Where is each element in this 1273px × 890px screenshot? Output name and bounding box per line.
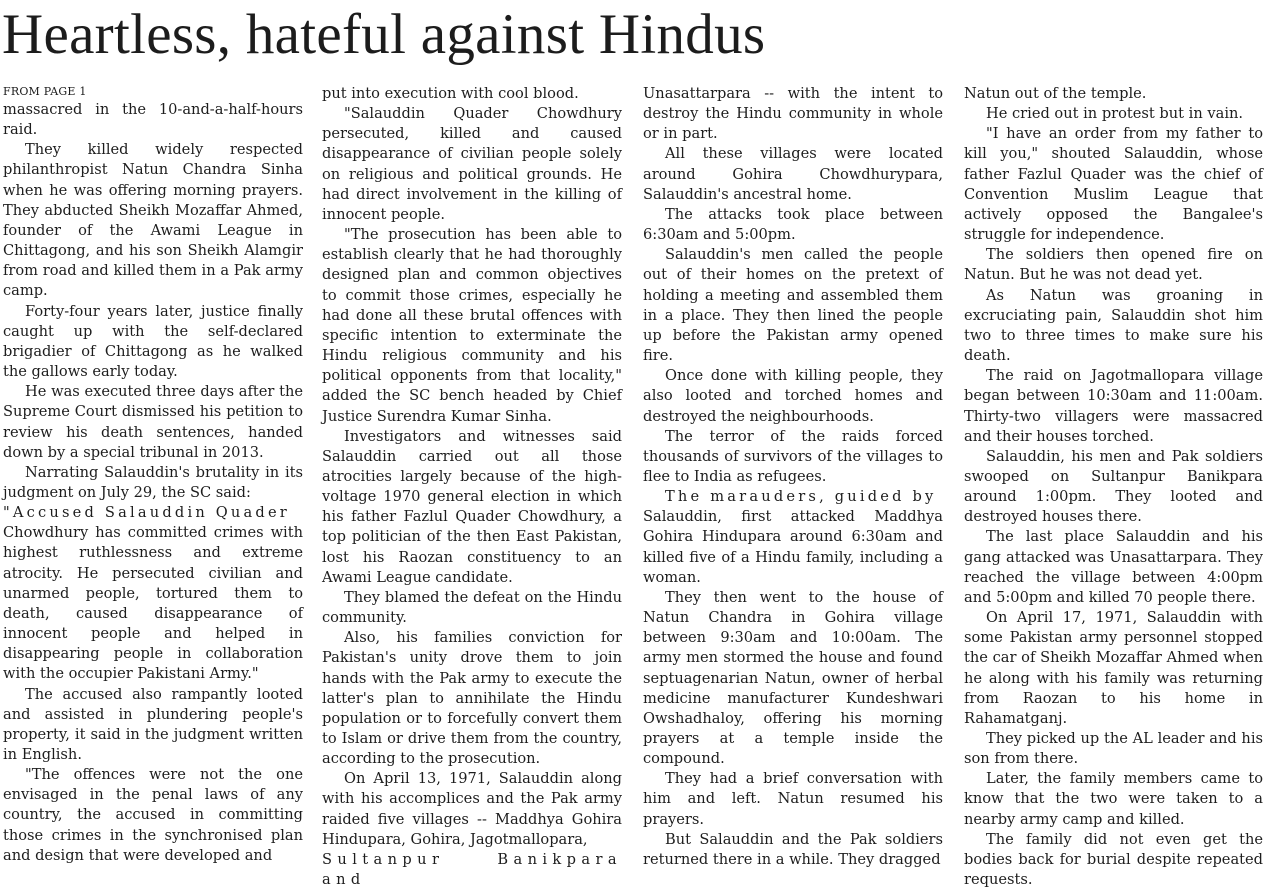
paragraph: But Salauddin and the Pak soldiers returned there in a while. They dragged	[643, 830, 943, 868]
paragraph: Investigators and witnesses said Salauddin carried out all those atrocities largely because of the high-voltage 1970 general election in which his father Fazlul Quader Chowdhury, a top politician of the then East Pakistan, lost his Raozan constituency to an Awami League candidate.	[322, 427, 622, 586]
paragraph: massacred in the 10-and-a-half-hours raid.	[3, 101, 303, 139]
paragraph: Once done with killing people, they also looted and torched homes and destroyed the neighbourhoods.	[643, 367, 943, 425]
paragraph: The family did not even get the bodies back for burial despite repeated requests.	[964, 830, 1263, 889]
paragraph: Chowdhury has committed crimes with highest ruthlessness and extreme atrocity. He persecuted civilian and unarmed people, tortured them to death, caused disappearance of innocent people and helped in disappearing people in collaboration with the occupier Pakistani Army."	[3, 524, 303, 683]
paragraph: They killed widely respected philanthropist Natun Chandra Sinha when he was offering morning prayers. They abducted Sheikh Mozaffar Ahmed, founder of the Awami League in Chittagong, and his son Sheikh Alamgir from road and killed them in a Pak army camp.	[3, 141, 303, 300]
paragraph-spaced-line: "Accused Salauddin Quader	[3, 504, 290, 522]
paragraph: The accused also rampantly looted and assisted in plundering people's property, it said in the judgment written in English.	[3, 685, 303, 763]
paragraph: Later, the family members came to know that the two were taken to a nearby army camp and killed.	[964, 770, 1263, 828]
paragraph: The attacks took place between 6:30am and 5:00pm.	[643, 205, 943, 244]
paragraph: He cried out in protest but in vain.	[986, 105, 1244, 123]
paragraph: Unasattarpara -- with the intent to destroy the Hindu community in whole or in part.	[643, 85, 943, 143]
paragraph: The raid on Jagotmallopara village began between 10:30am and 11:00am. Thirty-two villagers were massacred and their houses torched.	[964, 367, 1263, 445]
paragraph: As Natun was groaning in excruciating pain, Salauddin shot him two to three times to make sure his death.	[964, 286, 1263, 365]
paragraph: He was executed three days after the Supreme Court dismissed his petition to review his death sentences, handed down by a special tribunal in 2013.	[3, 383, 303, 461]
headline: Heartless, hateful against Hindus	[2, 3, 766, 66]
paragraph: On April 13, 1971, Salauddin along with his accomplices and the Pak army raided five villages -- Maddhya Gohira Hindupara, Gohira, Jagotmallopara,	[322, 770, 622, 848]
paragraph-spaced-line: Sultanpur Banikpara and	[322, 850, 622, 889]
paragraph: They then went to the house of Natun Chandra in Gohira village between 9:30am and 10:00am. The army men stormed the house and found septuagenarian Natun, owner of herbal medicine manufacturer Kundeshwari Owshadhaloy, offering his morning prayers at a temple inside the compound.	[643, 588, 943, 768]
paragraph: Also, his families conviction for Pakistan's unity drove them to join hands with the Pak army to execute the latter's plan to annihilate the Hindu population or to forcefully convert them to Islam or drive them from the country, according to the prosecution.	[322, 629, 622, 768]
article-column-2	[322, 84, 622, 890]
paragraph: "Salauddin Quader Chowdhury persecuted, killed and caused disappearance of civilian people solely on religious and political grounds. He had direct involvement in the killing of innocent people.	[322, 105, 622, 223]
article-column-4	[964, 84, 1263, 890]
paragraph: Salauddin, first attacked Maddhya Gohira Hindupara around 6:30am and killed five of a Hindu family, including a woman.	[643, 508, 943, 586]
jump-line: FROM PAGE 1	[3, 85, 87, 98]
paragraph: Salauddin, his men and Pak soldiers swooped on Sultanpur Banikpara around 1:00pm. They looted and destroyed houses there.	[964, 447, 1263, 526]
paragraph: They picked up the AL leader and his son from there.	[964, 730, 1263, 768]
paragraph: Narrating Salauddin's brutality in its judgment on July 29, the SC said:	[3, 463, 303, 501]
paragraph: The last place Salauddin and his gang attacked was Unasattarpara. They reached the village between 4:00pm and 5:00pm and killed 70 people there.	[964, 528, 1263, 606]
paragraph: All these villages were located around Gohira Chowdhurypara, Salauddin's ancestral home.	[643, 145, 943, 203]
paragraph: They had a brief conversation with him and left. Natun resumed his prayers.	[643, 770, 943, 828]
paragraph: They blamed the defeat on the Hindu community.	[322, 588, 622, 627]
paragraph: "I have an order from my father to kill you," shouted Salauddin, whose father Fazlul Quader was the chief of Convention Muslim League that actively opposed the Bangalee's struggle for independence.	[964, 125, 1263, 244]
article-column-1	[3, 84, 303, 866]
paragraph: Salauddin's men called the people out of their homes on the pretext of holding a meeting and assembled them in a place. They then lined the people up before the Pakistan army opened fire.	[643, 246, 943, 365]
paragraph: The soldiers then opened fire on Natun. But he was not dead yet.	[964, 246, 1263, 284]
paragraph-spaced-line: The marauders, guided by	[665, 488, 937, 506]
paragraph: put into execution with cool blood.	[322, 85, 579, 102]
paragraph: Forty-four years later, justice finally caught up with the self-declared brigadier of Chittagong as he walked the gallows early today.	[3, 302, 303, 381]
paragraph: On April 17, 1971, Salauddin with some Pakistan army personnel stopped the car of Sheikh Mozaffar Ahmed when he along with his family was returning from Raozan to his home in Rahamatganj.	[964, 609, 1263, 727]
paragraph: The terror of the raids forced thousands of survivors of the villages to flee to India as refugees.	[643, 427, 943, 485]
article-column-3	[643, 84, 943, 870]
paragraph: "The prosecution has been able to establish clearly that he had thoroughly designed plan and common objectives to commit those crimes, especially he had done all these brutal offences with specific intention to exterminate the Hindu religious community and his political opponents from that locality," added the SC bench headed by Chief Justice Surendra Kumar Sinha.	[322, 226, 622, 425]
paragraph: Natun out of the temple.	[964, 85, 1147, 102]
paragraph: "The offences were not the one envisaged in the penal laws of any country, the accused in committing those crimes in the synchronised plan and design that were developed and	[3, 766, 303, 864]
